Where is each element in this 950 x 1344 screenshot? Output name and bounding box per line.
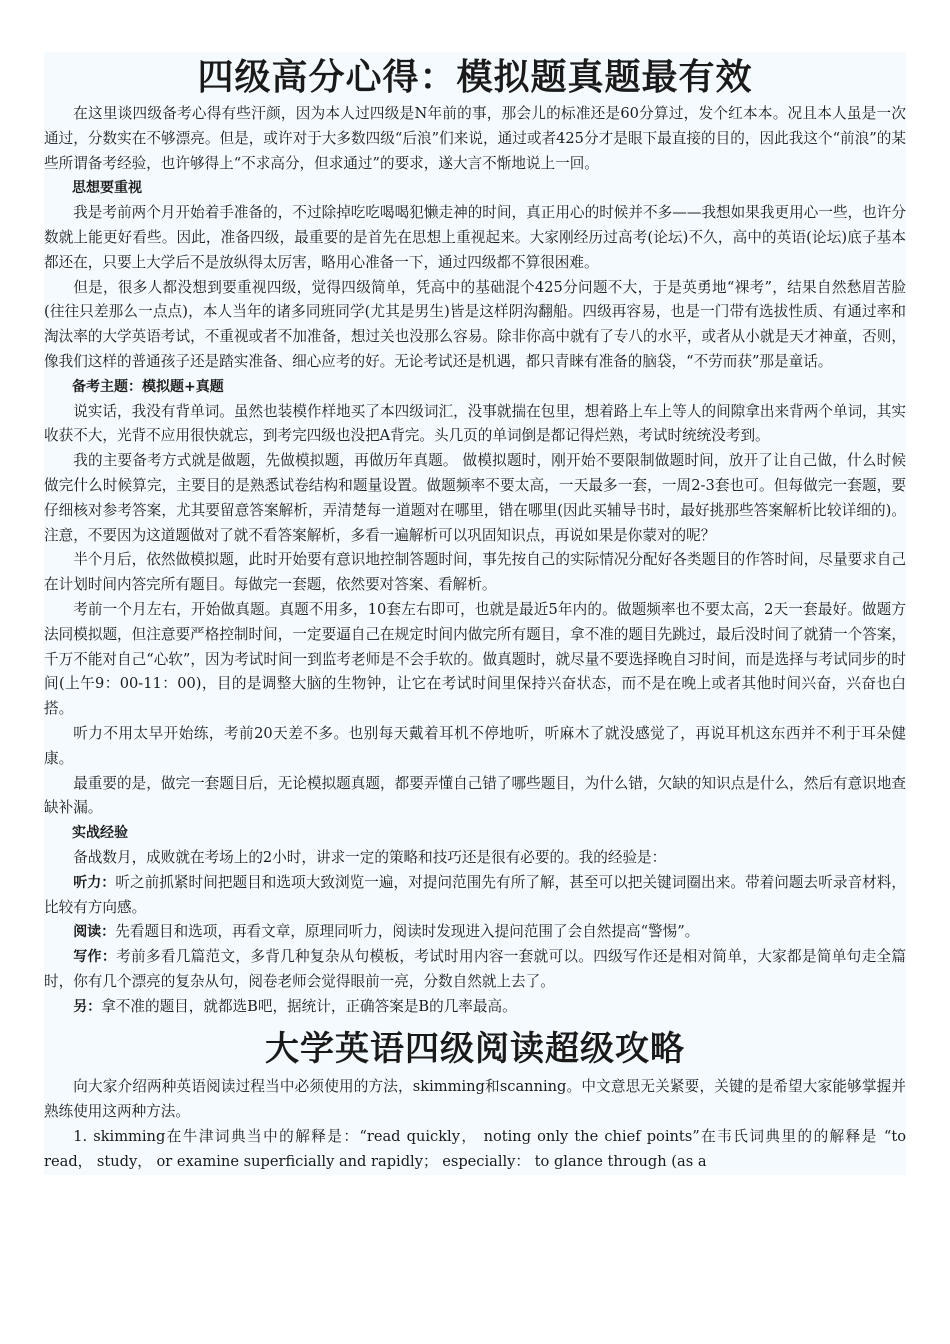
section-heading-mindset: 思想要重视 <box>72 180 142 197</box>
tip-text: 先看题目和选项，再看文章，原理同听力，阅读时发现进入提问范围了会自然提高“警惕”。 <box>115 923 700 941</box>
paragraph: 听力不用太早开始练，考前20天差不多。也别每天戴着耳机不停地听，听麻木了就没感觉了，再说耳机这东西并不利于耳朵健康。 <box>44 724 906 767</box>
paragraph: 说实话，我没有背单词。虽然也装模作样地买了本四级词汇，没事就揣在包里，想着路上车上等人的间隙拿出来背两个单词，其实收获不大，光背不应用很快就忘，到考完四级也没把A背完。头几页的单词倒是都记得烂熟，考试时统统没考到。 <box>44 402 906 445</box>
tip-label: 阅读： <box>73 924 116 941</box>
document-page <box>44 52 906 1175</box>
paragraph: 向大家介绍两种英语阅读过程当中必须使用的方法，skimming和scanning。中文意思无关紧要，关键的是希望大家能够掌握并熟练使用这两种方法。 <box>44 1078 906 1121</box>
paragraph: 我是考前两个月开始着手准备的，不过除掉吃吃喝喝犯懒走神的时间，真正用心的时候并不多——我想如果我更用心一些，也许分数就上能更好看些。因此，准备四级，最重要的是首先在思想上重视起来。大家刚经历过高考(论坛)不久，高中的英语(论坛)底子基本都还在，只要上大学后不是放纵得太厉害，略用心准备一下，通过四级都不算很困难。 <box>44 204 906 271</box>
paragraph-intro: 在这里谈四级备考心得有些汗颜，因为本人过四级是N年前的事，那会儿的标准还是60分算过，发个红本本。况且本人虽是一次通过，分数实在不够漂亮。但是，或许对于大多数四级“后浪”们来说，通过或者425分才是眼下最直接的目的，因此我这个“前浪”的某些所谓备考经验，也许够得上“不求高分，但求通过”的要求，遂大言不惭地说上一回。 <box>44 105 906 172</box>
tip-label: 听力： <box>73 874 116 891</box>
tip-listening <box>44 871 906 921</box>
paragraph: 但是，很多人都没想到要重视四级，觉得四级简单，凭高中的基础混个425分问题不大，于是英勇地“裸考”，结果自然愁眉苦脸(往往只差那么一点点)，本人当年的诸多同班同学(尤其是男生)皆是这样阴沟翻船。四级再容易，也是一门带有选拔性质、有通过率和淘汰率的大学英语考试，不重视或者不加准备，想过关也没那么容易。除非你高中就有了专八的水平，或者从小就是天才神童，否则，像我们这样的普通孩子还是踏实准备、细心应考的好。无论考试还是机遇，都只青睐有准备的脑袋，“不劳而获”那是童话。 <box>44 278 907 370</box>
page-title: 四级高分心得：模拟题真题最有效 <box>197 57 753 98</box>
tip-text: 听之前抓紧时间把题目和选项大致浏览一遍，对提问范围先有所了解，甚至可以把关键词圈出来。带着问题去听录音材料，比较有方向感。 <box>44 873 906 916</box>
tip-text: 拿不准的题目，就都选B吧，据统计，正确答案是B的几率最高。 <box>101 997 517 1015</box>
paragraph: 1. skimming在牛津词典当中的解释是：“read quickly， noting only the chief points”在韦氏词典里的的解释是 “to read， study， or examine superficially and rapidly； especially： to glance through (as a <box>44 1128 906 1170</box>
tip-text: 考前多看几篇范文，多背几种复杂从句模板，考试时用内容一套就可以。四级写作还是相对简单，大家都是简单句走全篇时，你有几个漂亮的复杂从句，阅卷老师会觉得眼前一亮，分数自然就上去了。 <box>44 948 906 990</box>
paragraph: 半个月后，依然做模拟题，此时开始要有意识地控制答题时间，事先按自己的实际情况分配好各类题目的作答时间，尽量要求自己在计划时间内答完所有题目。每做完一套题，依然要对答案、看解析。 <box>44 551 906 594</box>
section-heading-practice: 实战经验 <box>72 825 128 842</box>
tip-other <box>44 995 906 1020</box>
paragraph: 最重要的是，做完一套题目后，无论模拟题真题，都要弄懂自己错了哪些题目，为什么错，欠缺的知识点是什么，然后有意识地查缺补漏。 <box>44 774 906 817</box>
paragraph: 备战数月，成败就在考场上的2小时，讲求一定的策略和技巧还是很有必要的。我的经验是： <box>73 848 667 866</box>
tip-label: 写作： <box>73 949 117 966</box>
section-heading-prep-theme: 备考主题：模拟题+真题 <box>72 378 224 395</box>
tip-writing <box>44 945 906 995</box>
section-title-reading-guide: 大学英语四级阅读超级攻略 <box>265 1029 685 1070</box>
tip-label: 另： <box>73 998 102 1015</box>
paragraph: 我的主要备考方式就是做题，先做模拟题，再做历年真题。 做模拟题时，刚开始不要限制做题时间，放开了让自己做，什么时候做完什么时候算完，主要目的是熟悉试卷结构和题量设置。做题频率不要太高，一天最多一套，一周2-3套也可。但每做完一套题，要仔细核对参考答案，尤其要留意答案解析，弄清楚每一道题对在哪里，错在哪里(因此买辅导书时，最好挑那些答案解析比较详细的)。注意，不要因为这道题做对了就不看答案解析，多看一遍解析可以巩固知识点，再说如果是你蒙对的呢？ <box>44 452 906 544</box>
paragraph: 考前一个月左右，开始做真题。真题不用多，10套左右即可，也就是最近5年内的。做题频率也不要太高，2天一套最好。做题方法同模拟题，但注意要严格控制时间，一定要逼自己在规定时间内做完所有题目，拿不准的题目先跳过，最后没时间了就猜一个答案，千万不能对自己“心软”，因为考试时间一到监考老师是不会手软的。做真题时，就尽量不要选择晚自习时间，而是选择与考试同步的时间(上午9：00-11：00)，目的是调整大脑的生物钟，让它在考试时间里保持兴奋状态，而不是在晚上或者其他时间兴奋，兴奋也白搭。 <box>44 600 906 718</box>
tip-reading <box>44 920 906 945</box>
